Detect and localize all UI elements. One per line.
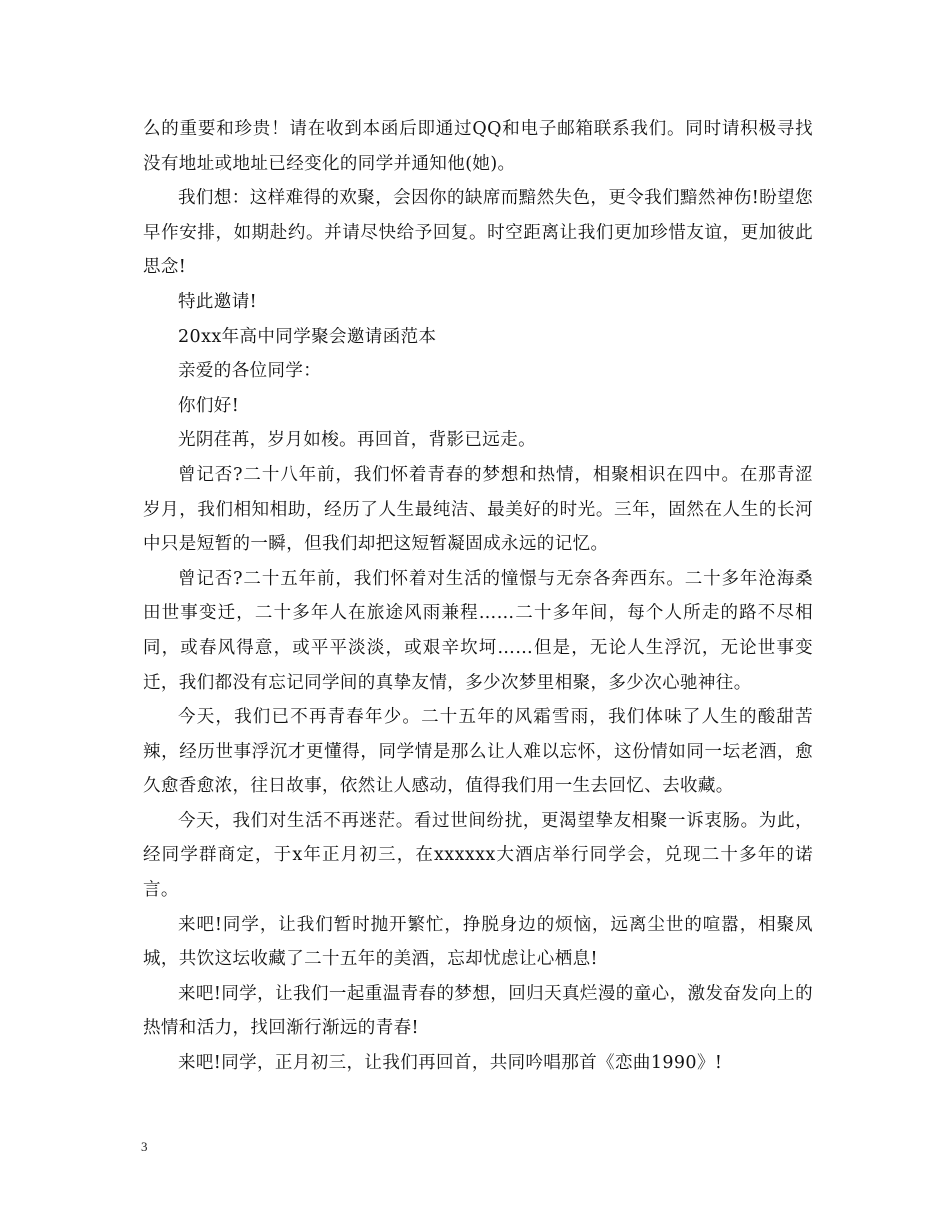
paragraph-3: 特此邀请! [178, 291, 258, 312]
salutation: 亲爱的各位同学： [178, 361, 322, 382]
paragraph-8: 曾记否?二十八年前，我们怀着青春的梦想和热情，相聚相识在四中。在那青涩岁月，我们相知相助，经历了人生最纯洁、最美好的时光。三年，固然在人生的长河中只是短暂的一瞬，但我们却把这短暂凝固成永远的记忆。 [143, 464, 813, 555]
paragraph-11: 今天，我们对生活不再迷茫。看过世间纷扰，更渴望挚友相聚一诉衷肠。为此，经同学群商定，于x年正月初三，在xxxxxx大酒店举行同学会，兑现二十多年的诺言。 [143, 810, 813, 901]
paragraph-13: 来吧!同学，让我们一起重温青春的梦想，回归天真烂漫的童心，激发奋发向上的热情和活力，找回渐行渐远的青春! [143, 983, 813, 1039]
greeting: 你们好! [178, 395, 240, 416]
paragraph-14: 来吧!同学，正月初三，让我们再回首，共同吟唱那首《恋曲1990》! [178, 1053, 723, 1074]
document-body [143, 112, 813, 1081]
section-title: 20xx年高中同学聚会邀请函范本 [178, 326, 437, 347]
paragraph-12: 来吧!同学，让我们暂时抛开繁忙，挣脱身边的烦恼，远离尘世的喧嚣，相聚凤城，共饮这坛收藏了二十五年的美酒，忘却忧虑让心栖息! [143, 914, 813, 970]
paragraph-7: 光阴荏苒，岁月如梭。再回首，背影已远走。 [178, 430, 536, 451]
paragraph-9: 曾记否?二十五年前，我们怀着对生活的憧憬与无奈各奔西东。二十多年沧海桑田世事变迁，二十多年人在旅途风雨兼程……二十多年间，每个人所走的路不尽相同，或春风得意，或平平淡淡，或艰辛坎坷……但是，无论人生浮沉，无论世事变迁，我们都没有忘记同学间的真挚友情，多少次梦里相聚，多少次心驰神往。 [143, 568, 813, 693]
paragraph-10: 今天，我们已不再青春年少。二十五年的风霜雪雨，我们体味了人生的酸甜苦辣，经历世事浮沉才更懂得，同学情是那么让人难以忘怀，这份情如同一坛老酒，愈久愈香愈浓，往日故事，依然让人感动，值得我们用一生去回忆、去收藏。 [143, 707, 813, 797]
paragraph-2: 我们想：这样难得的欢聚，会因你的缺席而黯然失色，更令我们黯然神伤!盼望您早作安排，如期赴约。并请尽快给予回复。时空距离让我们更加珍惜友谊，更加彼此思念! [143, 188, 813, 278]
page-number: 3 [141, 1139, 148, 1154]
paragraph-1: 么的重要和珍贵！请在收到本函后即通过QQ和电子邮箱联系我们。同时请积极寻找没有地址或地址已经变化的同学并通知他(她)。 [143, 119, 813, 174]
